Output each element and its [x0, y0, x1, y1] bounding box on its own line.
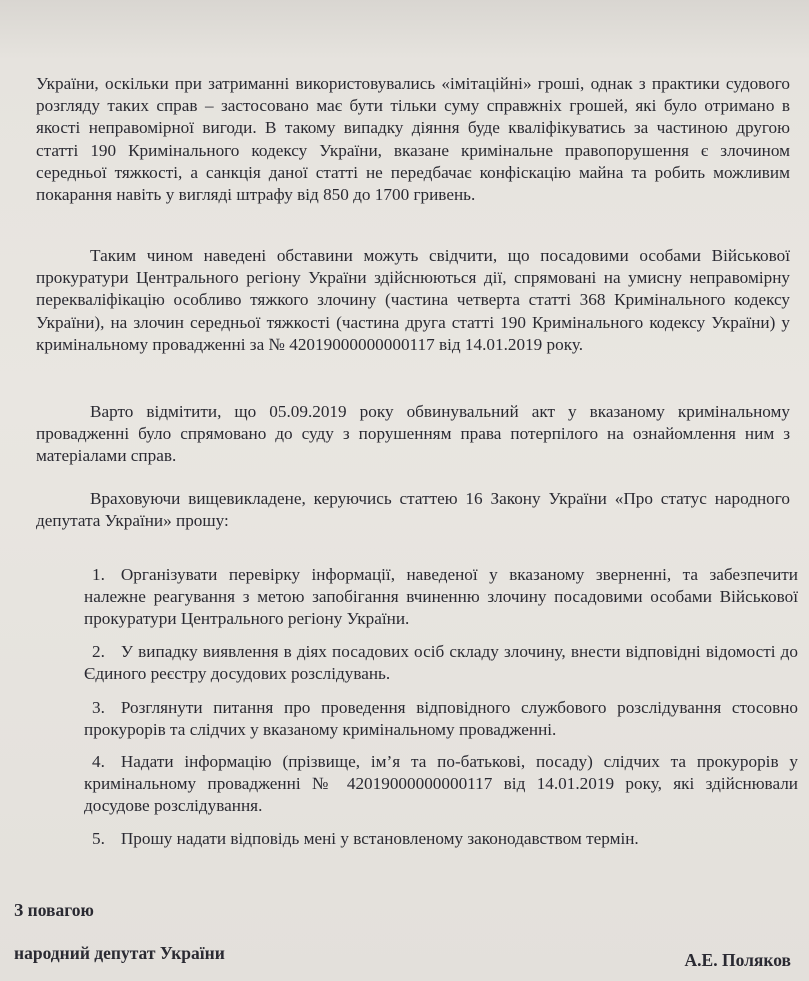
list-item-text: Прошу надати відповідь мені у встановленому законодавством термін. — [120, 829, 639, 848]
signer-name: А.Е. Поляков — [684, 950, 791, 970]
list-item-text: Розглянути питання про проведення відповідного службового розслідування стосовно прокурорів та слідчих у вказаному кримінальному провадженні. — [84, 698, 798, 740]
list-item — [84, 697, 798, 741]
list-item — [84, 641, 798, 685]
list-item-number: 1. — [92, 565, 105, 584]
list-item — [84, 828, 798, 850]
list-item-number: 5. — [92, 829, 105, 848]
paragraph-indictment-note: Варто відмітити, що 05.09.2019 року обвинувальний акт у вказаному кримінальному провадженні було спрямовано до суду з порушенням права потерпілого на ознайомлення ним з матеріалами справ. — [36, 402, 790, 466]
paragraph-request-intro: Враховуючи вищевикладене, керуючись статтею 16 Закону України «Про статус народного депутата України» прошу: — [36, 489, 790, 531]
closing-regards: З повагою — [14, 900, 94, 920]
list-item-number: 3. — [92, 698, 105, 717]
list-item-text: Надати інформацію (прізвище, ім’я та по-батькові, посаду) слідчих та прокурорів у кримінальному провадженні № 42019000000000117 від 14.01.2019 року, які здійснювали досудове розслідування. — [84, 752, 798, 816]
list-item-number: 4. — [92, 752, 105, 771]
list-item — [84, 751, 798, 818]
list-item — [84, 564, 798, 631]
list-item-text: Організувати перевірку інформації, наведеної у вказаному зверненні, та забезпечити належне реагування з метою запобігання вчиненню злочину посадовими особами Військової прокуратури Центрального регіону України. — [84, 565, 798, 629]
paragraph-legal-qualification: України, оскільки при затриманні використовувались «імітаційні» гроші, однак з практики судового розгляду таких справ – застосовано має бути тільки суму справжніх грошей, які було отримано в якості неправомірної вигоди. В такому випадку діяння буде кваліфікуватись за частиною другою статті 190 Кримінального кодексу України, вказане кримінальне правопорушення є злочином середньої тяжкості, а санкція даної статті не передбачає конфіскацію майна та робить можливим покарання навіть у вигляді штрафу від 850 до 1700 гривень. — [36, 74, 790, 205]
paragraph-circumstances: Таким чином наведені обставини можуть свідчити, що посадовими особами Військової прокуратури Центрального регіону України здійснюються дії, спрямовані на умисну неправомірну перекваліфікацію особливо тяжкого злочину (частина четверта статті 368 Кримінального кодексу України), на злочин середньої тяжкості (частина друга статті 190 Кримінального кодексу України) у кримінальному провадженні за № 42019000000000117 від 14.01.2019 року. — [36, 246, 790, 354]
signer-position: народний депутат України — [14, 943, 225, 963]
list-item-number: 2. — [92, 642, 105, 661]
list-item-text: У випадку виявлення в діях посадових осіб складу злочину, внести відповідні відомості до Єдиного реєстру досудових розслідувань. — [84, 642, 798, 684]
